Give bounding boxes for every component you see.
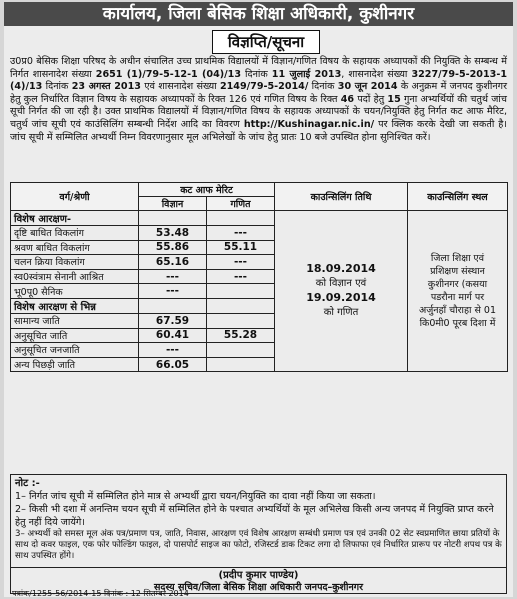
category-cell: सामान्य जाति	[11, 313, 139, 328]
header-science: विज्ञान	[139, 197, 207, 211]
science-cutoff: ---	[139, 284, 207, 299]
section-special: विशेष आरक्षण-	[11, 211, 139, 226]
header-category: वर्ग/श्रेणी	[11, 183, 139, 211]
date-math-note: को गणित	[323, 307, 359, 319]
date-science: 18.09.2014	[306, 262, 376, 276]
venue-line: कि0मी0 पूरब दिशा में	[419, 318, 496, 330]
intro-text: गुना अभ्यर्थियों की चतुर्थ जांच सूची निर्गत की जा रही है। उक्त प्राथमिक विद्यालयों में विज्ञान/गणित विषय के सहायक अध्यापकों के चयन/नियुक्ति हेतु निर्गत कट आफ मैरिट, चतुर्थ जांच सूची एवं काउंसिलिंग सम्बन्धी निर्देश आदि का विवरण	[10, 93, 507, 130]
category-cell: श्रवण बाधित विकलांग	[11, 240, 139, 255]
category-cell: स्व0स्वंत्राम सेनानी आश्रित	[11, 269, 139, 284]
go-date: 23 अगस्त 2013	[71, 81, 141, 93]
table-cell	[207, 298, 275, 313]
category-cell: अनुसूचित जाति	[11, 328, 139, 343]
header-cutoff: कट आफ मेरिट	[139, 183, 275, 197]
header-math: गणित	[207, 197, 275, 211]
intro-text: दिनांक	[241, 68, 272, 80]
intro-text: के अनुक्रम में जनपद कुशीनगर हेतु कुल निर्धारित विज्ञान विषय के सहायक अध्यापकों के रिक्त 126 एवं गणित विषय के रिक्त	[10, 81, 507, 105]
category-cell: चलन क्रिया विकलांग	[11, 255, 139, 270]
math-cutoff	[207, 343, 275, 358]
notes-heading: नोट :-	[15, 478, 40, 489]
counselling-dates	[275, 211, 408, 372]
note-2: 2– किसी भी दशा में अनन्तिम चयन सूची में सम्मिलित होने के पश्चात अभ्यर्थियों के मूल अभिलेख किसी अन्य जनपद में नियुक्ति प्राप्त करने हेतु नहीं दिये जायेंगे।	[15, 504, 494, 528]
intro-text: एवं शासनादेश संख्या	[140, 81, 220, 93]
venue-line: प्रशिक्षण संस्थान	[430, 266, 485, 278]
section-general: विशेष आरक्षण से भिन्न	[11, 298, 139, 313]
website-link[interactable]: http://Kushinagar.nic.in/	[243, 118, 375, 130]
category-cell: दृष्टि बाधित विकलांग	[11, 226, 139, 241]
science-cutoff: ---	[139, 269, 207, 284]
math-cutoff: 55.28	[207, 328, 275, 343]
science-cutoff: 53.48	[139, 226, 207, 241]
science-cutoff: 66.05	[139, 357, 207, 372]
intro-text: दिनांक	[308, 81, 338, 93]
math-cutoff	[207, 357, 275, 372]
reference-number: पत्रांक/1255-56/2014-15 दिनांक : 12 सितम्बर 2014	[12, 589, 189, 598]
vacancy-count: 46	[340, 93, 355, 105]
math-cutoff	[207, 284, 275, 299]
math-cutoff: 55.11	[207, 240, 275, 255]
signatory-name: (प्रदीप कुमार पाण्डेय)	[218, 570, 299, 581]
table-cell	[207, 211, 275, 226]
notice-title: विज्ञप्ति/सूचना	[212, 30, 320, 54]
counselling-venue	[408, 211, 508, 372]
go-number: 2651 (1)/79-5-12-1 (04)/13	[95, 68, 242, 80]
category-cell: अनुसूचित जनजाति	[11, 343, 139, 358]
note-1: 1– निर्गत जांच सूची में सम्मिलित होने मात्र से अभ्यर्थी द्वारा चयन/नियुक्ति का दावा नहीं किया जा सकता।	[15, 491, 376, 502]
intro-text: उ0प्र0 बेसिक शिक्षा परिषद के अधीन संचालित उच्च प्राथमिक विद्यालयों में विज्ञान/गणित विषय के सहायक अध्यापकों की नियुक्ति के सम्बन्ध में निर्गत शासनादेश संख्या	[10, 56, 507, 80]
office-header: कार्यालय, जिला बेसिक शिक्षा अधिकारी, कुशीनगर	[4, 2, 513, 26]
signatory-designation: सदस्य सचिव/जिला बेसिक शिक्षा अधिकारी जनपद–कुशीनगर	[154, 582, 363, 593]
math-cutoff	[207, 313, 275, 328]
note-3: 3– अभ्यर्थी को समस्त मूल अंक पत्र/प्रमाण पत्र, जाति, निवास, आरक्षण एवं विशेष आरक्षण सम्बंधी प्रमाण पत्र एवं उनकी 02 सेट स्वप्रमाणित छाया प्रतियों के साथ दो कवर फाइल, एक फोर फोल्डिंग फाइल, दो पासपोर्ट साइज का फोटो, रजिस्टर्ड डाक टिकट लगा दो लिफाफा एवं निर्धारित प्रारूप पर नोटरी शपथ पत्र के साथ उपस्थित होंगे।	[15, 529, 502, 561]
header-venue: काउन्सिलिंग स्थल	[408, 183, 508, 211]
intro-text: दिनांक	[42, 81, 72, 93]
math-cutoff: ---	[207, 269, 275, 284]
intro-paragraph	[10, 56, 507, 144]
math-cutoff: ---	[207, 255, 275, 270]
science-cutoff: 65.16	[139, 255, 207, 270]
notes-box	[10, 474, 507, 568]
header-date: काउन्सिलिंग तिथि	[275, 183, 408, 211]
cutoff-table	[10, 182, 508, 372]
signature-block	[10, 570, 507, 582]
science-cutoff: ---	[139, 343, 207, 358]
go-date: 30 जून 2014	[337, 81, 398, 93]
intro-text: पदों हेतु	[354, 93, 388, 105]
date-math: 19.09.2014	[306, 291, 376, 305]
science-cutoff: 67.59	[139, 313, 207, 328]
go-number: 2149/79-5-2014/	[219, 81, 309, 93]
category-cell: भू0पू0 सैनिक	[11, 284, 139, 299]
venue-line: पडरौना मार्ग पर	[430, 292, 485, 304]
date-science-note: को विज्ञान एवं	[315, 278, 367, 290]
venue-line: जिला शिक्षा एवं	[430, 253, 485, 265]
multiple-count: 15	[387, 93, 401, 105]
table-cell	[139, 211, 207, 226]
go-number: 3227/79-5-2013-1 (4)/13	[10, 68, 507, 93]
intro-text: पर क्लिक करके देखी जा सकती है। जांच सूची में सम्मिलित अभ्यर्थी निम्न विवरणानुसार मूल अभिलेखों के जांच हेतु प्रातः 10 बजे उपस्थित होना सुनिश्चित करें।	[10, 118, 507, 143]
science-cutoff: 55.86	[139, 240, 207, 255]
venue-line: अर्जुनहाँ चौराहा से 01	[419, 305, 496, 317]
science-cutoff: 60.41	[139, 328, 207, 343]
table-cell	[139, 298, 207, 313]
category-cell: अन्य पिछड़ी जाति	[11, 357, 139, 372]
go-date: 11 जुलाई 2013	[271, 68, 342, 80]
intro-text: , शासनादेश संख्या	[341, 68, 412, 80]
notice-page	[4, 2, 513, 597]
venue-line: कुशीनगर (कसया	[427, 279, 488, 291]
math-cutoff: ---	[207, 226, 275, 241]
